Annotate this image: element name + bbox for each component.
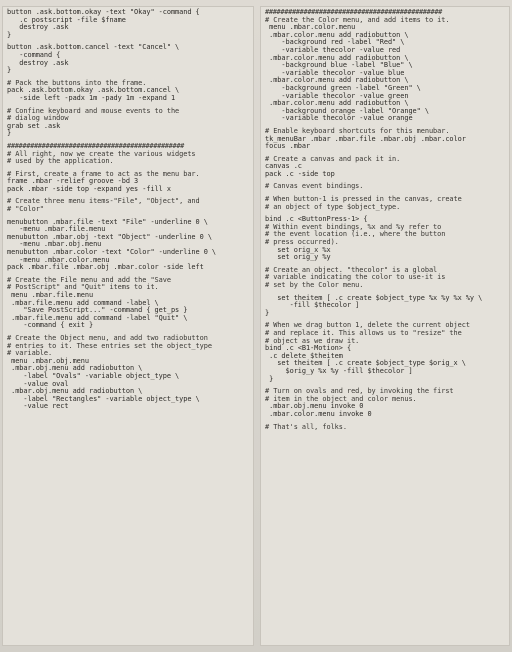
code-line: .mbar.color.menu add radiobutton \	[265, 76, 409, 85]
code-line: frame .mbar -relief groove -bd 3	[7, 177, 139, 186]
code-block	[265, 295, 505, 318]
code-comment-line: # "Color"	[7, 205, 44, 214]
code-line: .mbar.file.menu add command -label \	[7, 298, 159, 307]
code-block	[265, 388, 505, 418]
code-comment-line: # an object of type $object_type.	[265, 202, 401, 211]
code-block	[7, 171, 249, 194]
code-comment-line: # used by the application.	[7, 157, 114, 166]
code-comment-line: # Turn on ovals and red, by invoking the first	[265, 387, 454, 396]
code-line: button .ask.bottom.okay -text "Okay" -command {	[7, 8, 200, 16]
code-comment-line: # Create a canvas and pack it in.	[265, 154, 401, 163]
code-line: -value rect	[7, 402, 69, 411]
code-line: -menu .mbar.color.menu	[7, 255, 110, 264]
code-line: set orig_y %y	[265, 253, 331, 262]
code-line: -variable thecolor -value orange	[265, 114, 413, 123]
code-block	[7, 108, 249, 138]
code-block	[7, 277, 249, 330]
code-block	[265, 128, 505, 151]
code-comment-line: # Enable keyboard shortcuts for this menubar.	[265, 126, 450, 135]
code-line: -label "Ovals" -variable object_type \	[7, 371, 180, 380]
code-comment-line: # the event location (i.e., where the button	[265, 230, 446, 239]
code-block	[7, 44, 249, 74]
code-comment-line: # Pack the buttons into the frame.	[7, 78, 147, 87]
code-line: canvas .c	[265, 162, 302, 171]
code-line: $orig_y %x %y -fill $thecolor ]	[265, 366, 413, 375]
code-comment-line: # That's all, folks.	[265, 422, 347, 431]
code-line: -menu .mbar.obj.menu	[7, 240, 102, 249]
code-line: pack .mbar.file .mbar.obj .mbar.color -side left	[7, 263, 204, 272]
code-line: .mbar.color.menu add radiobutton \	[265, 53, 409, 62]
code-line: }	[7, 66, 12, 75]
code-line: tk_menuBar .mbar .mbar.file .mbar.obj .mbar.color	[265, 134, 466, 143]
code-line: .mbar.color.menu invoke 0	[265, 409, 372, 418]
code-comment-line: # item in the object and color menus.	[265, 394, 417, 403]
code-line: }	[265, 374, 274, 383]
code-comment-line: # and replace it. This allows us to "resize" the	[265, 328, 462, 337]
code-line: -fill $thecolor ]	[265, 301, 360, 310]
code-line: pack .ask.bottom.okay .ask.bottom.cancel \	[7, 86, 180, 95]
code-line: -command { exit }	[7, 321, 94, 330]
code-comment-line: # Create the Object menu, and add two radiobutton	[7, 333, 208, 342]
code-line: -variable thecolor -value red	[265, 45, 401, 54]
code-line: .c postscript -file $fname	[7, 15, 126, 24]
code-line: }	[7, 30, 12, 39]
code-block	[265, 267, 505, 290]
code-comment-line: # variable indicating the color to use-it is	[265, 273, 446, 282]
code-comment-line: # object as we draw it.	[265, 336, 360, 345]
code-line: set theitem [ .c create $object_type %x %y %x %y \	[265, 293, 483, 302]
code-block	[265, 156, 505, 179]
code-line: -side left -padx 1m -pady 1m -expand 1	[7, 93, 176, 102]
code-comment-line: # dialog window	[7, 114, 69, 123]
code-comment-line: # Create three menu items-"File", "Object", and	[7, 197, 200, 206]
code-block	[265, 183, 505, 191]
code-comment-line: # First, create a frame to act as the menu bar.	[7, 169, 200, 178]
code-line: menubutton .mbar.obj -text "Object" -underline 0 \	[7, 232, 212, 241]
code-block	[7, 143, 249, 166]
code-line: grab set .ask	[7, 121, 61, 130]
code-line: menubutton .mbar.color -text "Color" -underline 0 \	[7, 248, 217, 257]
code-comment-line: # Create the File menu and add the "Save	[7, 275, 171, 284]
code-line: menu .mbar.color.menu	[265, 23, 356, 32]
code-comment-line: # PostScript" and "Quit" items to it.	[7, 283, 159, 292]
code-line: set orig_x %x	[265, 245, 331, 254]
code-comment-line: ##############################################	[7, 141, 185, 150]
code-comment-line: # When we drag button 1, delete the current object	[265, 321, 470, 330]
code-line: .c delete $theitem	[265, 351, 343, 360]
code-block	[7, 198, 249, 213]
code-line: .mbar.color.menu add radiobutton \	[265, 99, 409, 108]
code-line: -command {	[7, 50, 61, 59]
code-line: -label "Rectangles" -variable object_type \	[7, 394, 200, 403]
code-block	[7, 219, 249, 272]
code-line: }	[265, 308, 270, 317]
code-line: menubutton .mbar.file -text "File" -underline 0 \	[7, 217, 208, 226]
code-line: bind .c <B1-Motion> {	[265, 344, 352, 353]
code-line: .mbar.obj.menu add radiobutton \	[7, 364, 143, 373]
code-line: -background blue -label "Blue" \	[265, 61, 413, 70]
code-block	[265, 322, 505, 383]
code-line: .mbar.color.menu add radiobutton \	[265, 30, 409, 39]
code-line: pack .c -side top	[265, 169, 335, 178]
code-block	[265, 424, 505, 432]
code-line: -background green -label "Green" \	[265, 83, 421, 92]
code-comment-line: # All right, now we create the various widgets	[7, 149, 196, 158]
code-line: -background orange -label "Orange" \	[265, 106, 429, 115]
code-line: }	[7, 129, 12, 138]
right-code-column	[260, 6, 510, 646]
code-line: -variable thecolor -value green	[265, 91, 409, 100]
code-line: -background red -label "Red" \	[265, 38, 405, 47]
code-block	[265, 196, 505, 211]
code-line: -value oval	[7, 379, 69, 388]
code-comment-line: # variable.	[7, 349, 53, 358]
code-line: -menu .mbar.file.menu	[7, 225, 106, 234]
code-block	[265, 9, 505, 123]
code-line: destroy .ask	[7, 58, 69, 67]
code-line: button .ask.bottom.cancel -text "Cancel" \	[7, 43, 180, 52]
left-code-column	[2, 6, 254, 646]
code-comment-line: # Within event bindings, %x and %y refer to	[265, 222, 442, 231]
code-comment-line: # Create the Color menu, and add items to it.	[265, 15, 450, 24]
code-line: menu .mbar.file.menu	[7, 291, 94, 299]
code-block	[7, 335, 249, 411]
code-comment-line: # entries to it. These entries set the object_type	[7, 341, 212, 350]
code-line: focus .mbar	[265, 142, 311, 151]
code-comment-line: # Confine keyboard and mouse events to the	[7, 106, 180, 115]
code-comment-line: # Canvas event bindings.	[265, 182, 364, 191]
code-block	[265, 216, 505, 262]
code-line: set theitem [ .c create $object_type $orig_x \	[265, 359, 466, 368]
code-line: pack .mbar -side top -expand yes -fill x	[7, 184, 171, 193]
code-comment-line: # set by the Color menu.	[265, 281, 364, 289]
code-comment-line: ##############################################	[265, 8, 443, 16]
code-line: "Save PostScript..." -command { get_ps }	[7, 306, 188, 315]
code-block	[7, 80, 249, 103]
code-block	[7, 9, 249, 39]
code-comment-line: # Create an object. "thecolor" is a global	[265, 265, 438, 274]
code-line: menu .mbar.obj.menu	[7, 356, 89, 365]
code-line: .mbar.obj.menu invoke 0	[265, 402, 364, 411]
code-line: .mbar.file.menu add command -label "Quit" \	[7, 313, 188, 322]
code-line: destroy .ask	[7, 23, 69, 32]
code-line: -variable thecolor -value blue	[265, 68, 405, 77]
code-line: .mbar.obj.menu add radiobutton \	[7, 387, 143, 396]
code-line: bind .c <ButtonPress-1> {	[265, 215, 368, 224]
code-comment-line: # press occurred).	[265, 238, 339, 247]
code-comment-line: # When button-1 is pressed in the canvas, create	[265, 195, 462, 204]
